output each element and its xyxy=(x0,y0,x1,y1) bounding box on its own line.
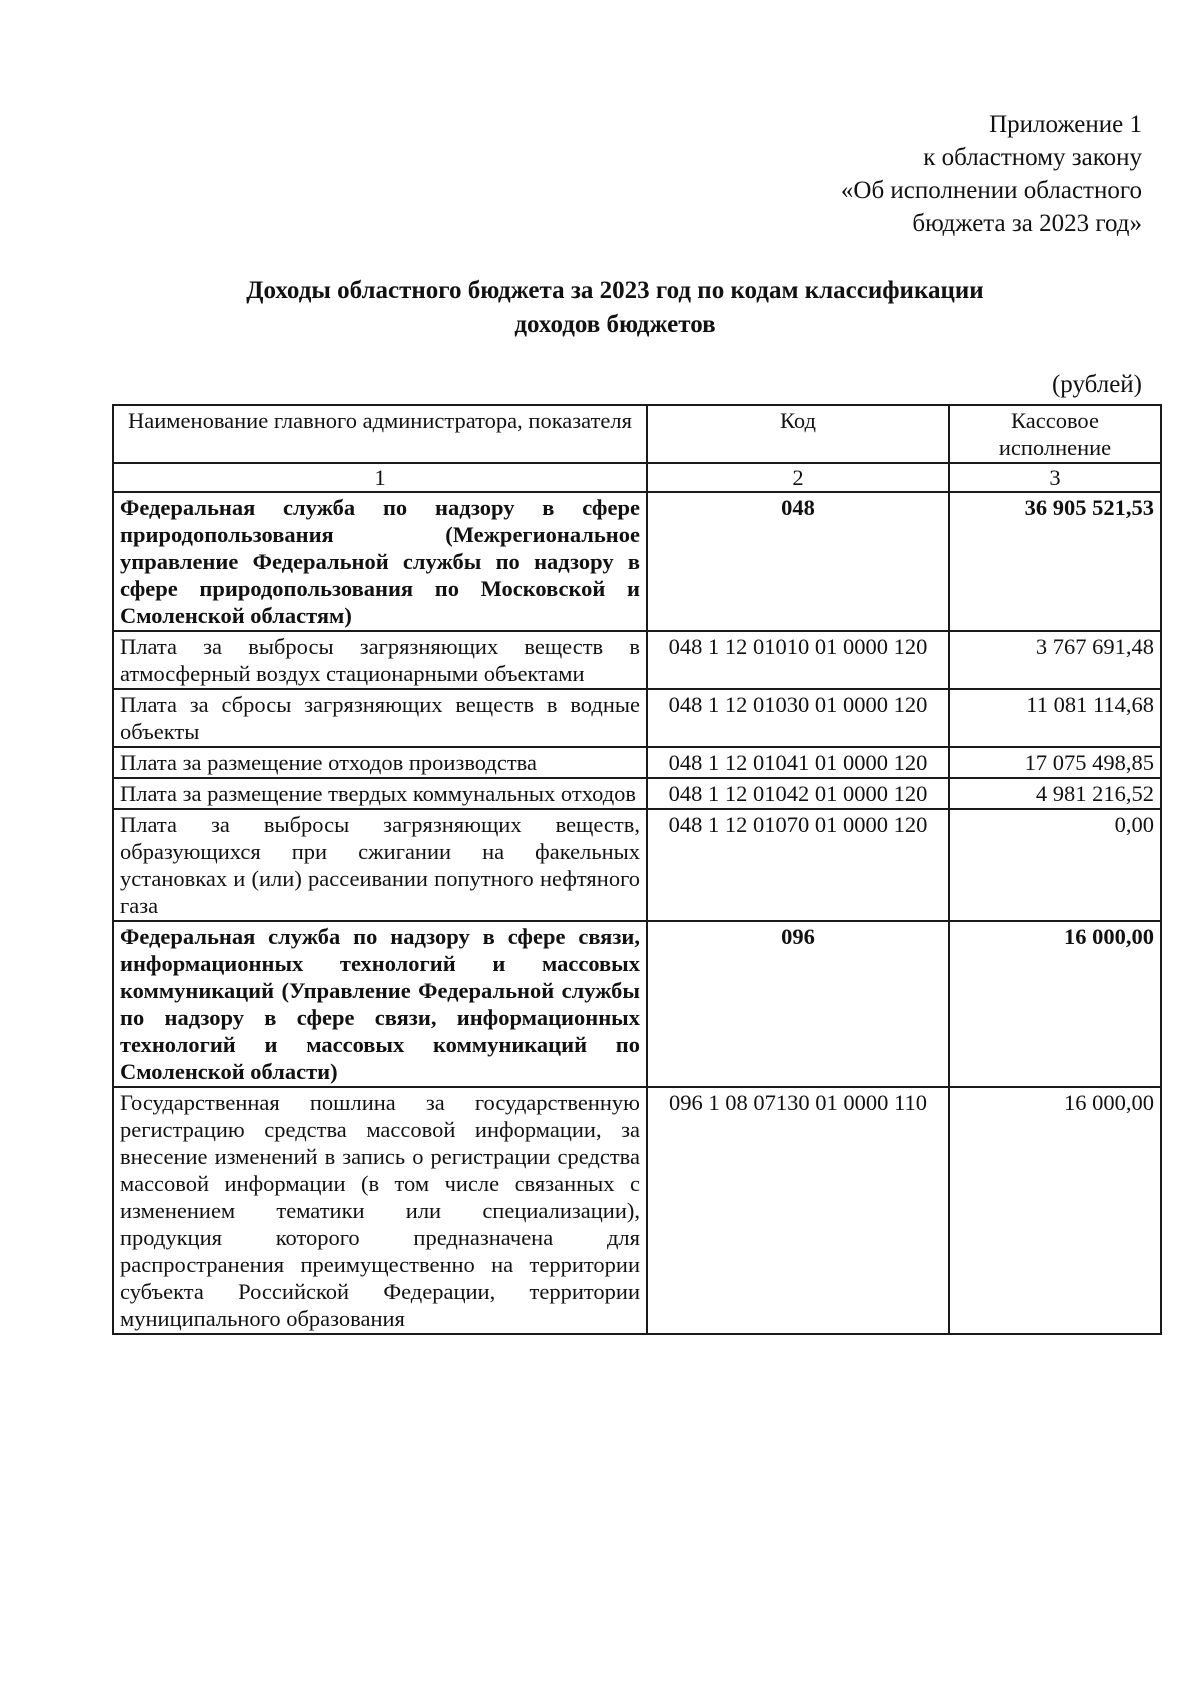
row-code: 096 xyxy=(647,921,949,1087)
table-row xyxy=(113,921,1161,1087)
row-code: 048 xyxy=(647,492,949,631)
row-code: 096 1 08 07130 01 0000 110 xyxy=(647,1087,949,1334)
row-name: Государственная пошлина за государственную регистрацию средства массовой информации, за внесение изменений в запись о регистрации средства массовой информации (в том числе связанных с изменением тематики или специализации), продукция которого предназначена для распространения преимущественно на территории субъекта Российской Федерации, территории муниципального образования xyxy=(113,1087,647,1334)
row-code: 048 1 12 01041 01 0000 120 xyxy=(647,747,949,778)
row-amount: 0,00 xyxy=(949,809,1161,921)
title-line-2: доходов бюджетов xyxy=(514,311,716,338)
table-row xyxy=(113,689,1161,747)
row-name: Федеральная служба по надзору в сфере связи, информационных технологий и массовых коммуникаций (Управление Федеральной службы по надзору в сфере связи, информационных технологий и массовых коммуникаций по Смоленской области) xyxy=(113,921,647,1087)
table-header-row xyxy=(113,405,1161,463)
appendix-header xyxy=(841,108,1142,240)
row-amount: 11 081 114,68 xyxy=(949,689,1161,747)
header-name: Наименование главного администратора, показателя xyxy=(113,405,647,463)
table-row xyxy=(113,631,1161,689)
column-number-row xyxy=(113,463,1161,492)
document-title xyxy=(0,274,1200,342)
header-amount: Кассовое исполнение xyxy=(949,405,1161,463)
row-code: 048 1 12 01030 01 0000 120 xyxy=(647,689,949,747)
row-amount: 4 981 216,52 xyxy=(949,778,1161,809)
appendix-line-4: бюджета за 2023 год» xyxy=(912,210,1142,237)
row-name: Плата за выбросы загрязняющих веществ, образующихся при сжигании на факельных установках и (или) рассеивании попутного нефтяного газа xyxy=(113,809,647,921)
table-row xyxy=(113,1087,1161,1334)
column-number-2: 2 xyxy=(647,463,949,492)
row-code: 048 1 12 01042 01 0000 120 xyxy=(647,778,949,809)
appendix-line-1: Приложение 1 xyxy=(989,111,1142,138)
row-amount: 36 905 521,53 xyxy=(949,492,1161,631)
row-amount: 17 075 498,85 xyxy=(949,747,1161,778)
column-number-1: 1 xyxy=(113,463,647,492)
row-name: Плата за выбросы загрязняющих веществ в атмосферный воздух стационарными объектами xyxy=(113,631,647,689)
row-amount: 16 000,00 xyxy=(949,921,1161,1087)
appendix-line-3: «Об исполнении областного xyxy=(840,177,1142,204)
row-name: Плата за размещение твердых коммунальных отходов xyxy=(113,778,647,809)
table-row xyxy=(113,809,1161,921)
table-row xyxy=(113,492,1161,631)
row-code: 048 1 12 01070 01 0000 120 xyxy=(647,809,949,921)
header-code: Код xyxy=(647,405,949,463)
row-name: Плата за сбросы загрязняющих веществ в водные объекты xyxy=(113,689,647,747)
row-code: 048 1 12 01010 01 0000 120 xyxy=(647,631,949,689)
table-row xyxy=(113,778,1161,809)
appendix-line-2: к областному закону xyxy=(923,144,1142,171)
row-name: Плата за размещение отходов производства xyxy=(113,747,647,778)
unit-label: (рублей) xyxy=(1051,371,1142,398)
table-row xyxy=(113,747,1161,778)
column-number-3: 3 xyxy=(949,463,1161,492)
row-amount: 3 767 691,48 xyxy=(949,631,1161,689)
row-amount: 16 000,00 xyxy=(949,1087,1161,1334)
revenue-table xyxy=(112,404,1162,1335)
title-line-1: Доходы областного бюджета за 2023 год по кодам классификации xyxy=(246,277,984,304)
row-name: Федеральная служба по надзору в сфере природопользования (Межрегиональное управление Федеральной службы по надзору в сфере природопользования по Московской и Смоленской областям) xyxy=(113,492,647,631)
